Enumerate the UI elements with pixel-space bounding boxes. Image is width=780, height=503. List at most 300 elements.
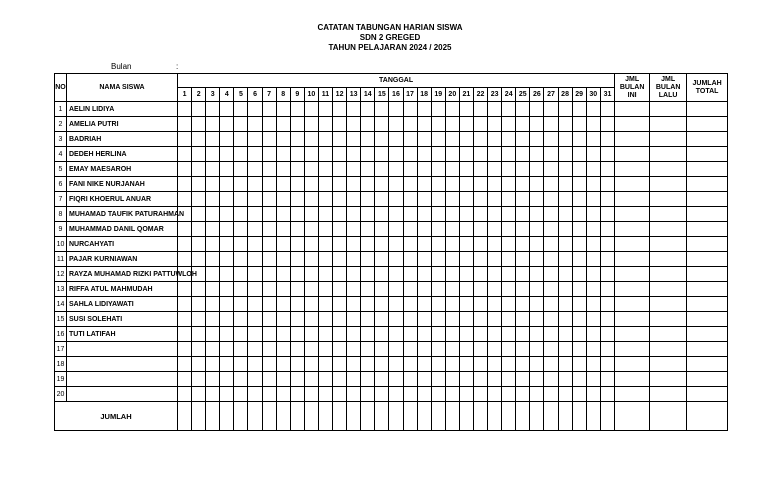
day-cell [178,252,192,267]
day-cell [347,177,361,192]
day-cell [262,132,276,147]
day-cell [234,267,248,282]
table-row [55,327,728,342]
jumlah-total-cell [687,117,728,132]
day-cell [544,252,558,267]
day-cell [544,132,558,147]
day-cell [530,117,544,132]
jml-bulan-ini-cell [615,372,650,387]
day-cell [445,357,459,372]
day-cell [600,357,614,372]
day-cell [431,192,445,207]
day-cell [502,372,516,387]
table-row [55,162,728,177]
day-cell [262,222,276,237]
day-cell [276,357,290,372]
day-cell [473,207,487,222]
day-cell [234,162,248,177]
day-header-7: 7 [262,88,276,102]
day-header-20: 20 [445,88,459,102]
day-cell [290,342,304,357]
day-cell [488,327,502,342]
day-cell [488,237,502,252]
day-cell [192,312,206,327]
table-row [55,102,728,117]
day-cell [459,237,473,252]
table-row [55,192,728,207]
day-cell [304,207,318,222]
day-cell [248,132,262,147]
day-cell [431,132,445,147]
day-cell [206,162,220,177]
day-cell [234,387,248,402]
header-nama-siswa: NAMA SISWA [67,74,178,102]
day-cell [262,372,276,387]
day-cell [333,237,347,252]
day-cell [530,147,544,162]
day-cell [192,297,206,312]
jml-bulan-ini-cell [615,132,650,147]
day-cell [220,207,234,222]
day-cell [403,102,417,117]
day-cell [600,327,614,342]
day-cell [347,312,361,327]
jumlah-total-cell [687,297,728,312]
day-cell [318,162,332,177]
day-cell [178,357,192,372]
student-name: MUHAMMAD DANIL QOMAR [67,222,178,237]
day-cell [290,237,304,252]
day-cell [417,342,431,357]
day-cell [361,222,375,237]
day-cell [431,147,445,162]
day-cell [586,342,600,357]
day-cell [389,297,403,312]
day-cell [600,132,614,147]
day-cell [473,357,487,372]
day-cell [516,222,530,237]
day-cell [248,192,262,207]
day-cell [248,297,262,312]
day-cell [530,387,544,402]
day-cell [276,117,290,132]
day-cell [445,177,459,192]
day-cell [516,132,530,147]
day-cell [234,252,248,267]
day-cell [445,117,459,132]
day-cell [544,102,558,117]
day-header-30: 30 [586,88,600,102]
jumlah-total-cell [687,177,728,192]
day-cell [347,267,361,282]
day-cell [206,192,220,207]
day-cell [445,387,459,402]
day-cell [178,102,192,117]
day-cell [502,102,516,117]
day-cell [262,312,276,327]
day-cell [248,342,262,357]
day-cell [262,162,276,177]
day-cell [530,162,544,177]
jml-bulan-lalu-cell [650,372,687,387]
day-header-24: 24 [502,88,516,102]
day-header-14: 14 [361,88,375,102]
day-cell [530,102,544,117]
day-cell [530,357,544,372]
day-cell [417,222,431,237]
day-cell [262,177,276,192]
day-cell [488,207,502,222]
day-header-17: 17 [403,88,417,102]
day-cell [248,252,262,267]
day-cell [431,117,445,132]
jumlah-cell [248,402,262,431]
day-cell [178,132,192,147]
day-cell [389,327,403,342]
jml-bulan-lalu-cell [650,207,687,222]
day-cell [262,117,276,132]
day-cell [206,327,220,342]
day-cell [248,147,262,162]
row-number: 20 [55,387,67,402]
jumlah-cell [572,402,586,431]
day-cell [431,162,445,177]
day-cell [530,312,544,327]
day-cell [361,312,375,327]
student-name: AELIN LIDIYA [67,102,178,117]
day-cell [304,327,318,342]
day-cell [459,117,473,132]
day-cell [347,192,361,207]
day-cell [544,192,558,207]
day-cell [403,282,417,297]
table-row [55,267,728,282]
day-cell [488,252,502,267]
day-cell [206,297,220,312]
day-cell [572,207,586,222]
day-cell [304,102,318,117]
day-cell [290,117,304,132]
day-cell [333,222,347,237]
day-cell [290,222,304,237]
day-cell [361,267,375,282]
day-cell [516,387,530,402]
day-header-31: 31 [600,88,614,102]
day-cell [304,267,318,282]
jml-bulan-lalu-cell [650,177,687,192]
day-cell [262,147,276,162]
day-cell [318,267,332,282]
day-cell [304,357,318,372]
day-cell [276,387,290,402]
table-row [55,387,728,402]
day-cell [220,387,234,402]
day-cell [178,312,192,327]
jml-bulan-lalu-cell [650,117,687,132]
day-cell [347,327,361,342]
jml-bulan-lalu-cell [650,387,687,402]
day-cell [389,342,403,357]
day-cell [473,297,487,312]
day-cell [290,387,304,402]
day-cell [403,147,417,162]
day-cell [206,207,220,222]
jumlah-cell [558,402,572,431]
day-cell [431,387,445,402]
day-cell [544,342,558,357]
day-cell [403,162,417,177]
jml-bulan-lalu-cell [650,192,687,207]
day-cell [558,237,572,252]
day-header-5: 5 [234,88,248,102]
day-cell [600,162,614,177]
day-cell [234,132,248,147]
header-jumlah-total: JUMLAH TOTAL [687,74,728,102]
day-cell [361,237,375,252]
day-cell [276,252,290,267]
jumlah-cell [431,402,445,431]
row-number: 18 [55,357,67,372]
day-cell [431,222,445,237]
day-cell [375,207,389,222]
day-cell [361,252,375,267]
day-cell [431,342,445,357]
day-cell [333,177,347,192]
day-cell [502,297,516,312]
day-cell [558,372,572,387]
jml-bulan-ini-cell [615,177,650,192]
student-name: PAJAR KURNIAWAN [67,252,178,267]
jumlah-cell [445,402,459,431]
title-line-3: TAHUN PELAJARAN 2024 / 2025 [328,43,452,52]
day-cell [544,147,558,162]
day-cell [530,237,544,252]
day-cell [558,282,572,297]
day-cell [262,387,276,402]
day-cell [403,327,417,342]
day-cell [417,372,431,387]
day-cell [530,192,544,207]
day-cell [558,312,572,327]
day-cell [290,297,304,312]
day-cell [206,357,220,372]
day-cell [431,237,445,252]
day-cell [473,342,487,357]
day-cell [333,297,347,312]
day-header-9: 9 [290,88,304,102]
row-number: 11 [55,252,67,267]
day-cell [375,252,389,267]
day-cell [558,267,572,282]
day-cell [403,267,417,282]
table-row [55,222,728,237]
table-row [55,207,728,222]
day-cell [431,252,445,267]
header-tanggal: TANGGAL [178,74,615,88]
day-header-13: 13 [347,88,361,102]
day-cell [600,297,614,312]
day-cell [192,252,206,267]
day-cell [600,102,614,117]
student-name: DEDEH HERLINA [67,147,178,162]
day-cell [473,132,487,147]
day-cell [220,222,234,237]
table-row [55,252,728,267]
day-cell [572,117,586,132]
day-cell [178,192,192,207]
day-cell [417,192,431,207]
day-cell [192,132,206,147]
day-cell [347,387,361,402]
day-cell [276,312,290,327]
day-cell [220,297,234,312]
day-cell [347,132,361,147]
jumlah-total-cell [687,237,728,252]
jml-bulan-lalu-cell [650,132,687,147]
day-cell [262,267,276,282]
day-cell [600,177,614,192]
day-cell [192,327,206,342]
day-cell [530,252,544,267]
day-cell [318,102,332,117]
day-cell [459,357,473,372]
day-cell [304,222,318,237]
day-cell [220,237,234,252]
day-cell [572,267,586,282]
day-cell [333,357,347,372]
day-cell [417,117,431,132]
header-jml-bulan-lalu: JML BULAN LALU [650,74,687,102]
day-cell [304,237,318,252]
day-cell [361,147,375,162]
student-name: RIFFA ATUL MAHMUDAH [67,282,178,297]
day-cell [206,312,220,327]
day-cell [572,132,586,147]
day-cell [375,372,389,387]
row-number: 5 [55,162,67,177]
day-header-6: 6 [248,88,262,102]
jml-bulan-ini-cell [615,252,650,267]
jumlah-total-cell [687,327,728,342]
day-cell [389,102,403,117]
day-cell [431,177,445,192]
day-cell [572,387,586,402]
day-cell [234,297,248,312]
day-cell [248,312,262,327]
day-cell [220,117,234,132]
day-cell [445,372,459,387]
jumlah-cell [318,402,332,431]
day-cell [572,312,586,327]
day-cell [178,327,192,342]
row-number: 7 [55,192,67,207]
jumlah-total-cell [687,162,728,177]
day-cell [459,372,473,387]
day-cell [586,162,600,177]
jml-bulan-lalu-cell [650,252,687,267]
day-cell [572,282,586,297]
day-cell [516,267,530,282]
day-cell [572,162,586,177]
table-row [55,342,728,357]
day-cell [192,387,206,402]
day-cell [178,237,192,252]
day-cell [586,132,600,147]
day-cell [459,267,473,282]
day-cell [473,252,487,267]
day-cell [572,342,586,357]
day-cell [178,147,192,162]
day-header-21: 21 [459,88,473,102]
day-cell [459,327,473,342]
jumlah-cell [473,402,487,431]
table-row [55,147,728,162]
day-header-16: 16 [389,88,403,102]
day-cell [262,252,276,267]
day-cell [220,312,234,327]
day-cell [572,102,586,117]
day-cell [488,387,502,402]
day-cell [220,282,234,297]
day-cell [572,177,586,192]
day-cell [318,117,332,132]
day-cell [290,162,304,177]
day-header-25: 25 [516,88,530,102]
jml-bulan-lalu-cell [650,342,687,357]
jml-bulan-ini-cell [615,327,650,342]
day-cell [445,132,459,147]
day-cell [544,372,558,387]
jml-bulan-lalu-cell [650,162,687,177]
day-cell [459,192,473,207]
day-cell [304,387,318,402]
jumlah-total-cell [687,222,728,237]
day-cell [558,102,572,117]
student-name: AMELIA PUTRI [67,117,178,132]
day-cell [333,312,347,327]
jumlah-cell [403,402,417,431]
day-cell [572,192,586,207]
table-row [55,132,728,147]
day-cell [304,147,318,162]
day-cell [502,207,516,222]
day-cell [417,162,431,177]
day-cell [347,252,361,267]
day-cell [502,162,516,177]
day-cell [234,147,248,162]
day-cell [600,237,614,252]
jumlah-cell [206,402,220,431]
day-cell [389,147,403,162]
day-cell [530,342,544,357]
day-cell [558,327,572,342]
day-cell [600,192,614,207]
day-cell [318,342,332,357]
day-cell [572,327,586,342]
day-cell [558,222,572,237]
day-cell [375,117,389,132]
header-no: NO [55,74,67,102]
day-cell [586,252,600,267]
table-row [55,117,728,132]
jml-bulan-ini-cell [615,207,650,222]
day-cell [304,192,318,207]
jml-bulan-ini-cell [615,162,650,177]
student-name [67,387,178,402]
day-cell [473,267,487,282]
day-cell [502,342,516,357]
day-cell [516,162,530,177]
